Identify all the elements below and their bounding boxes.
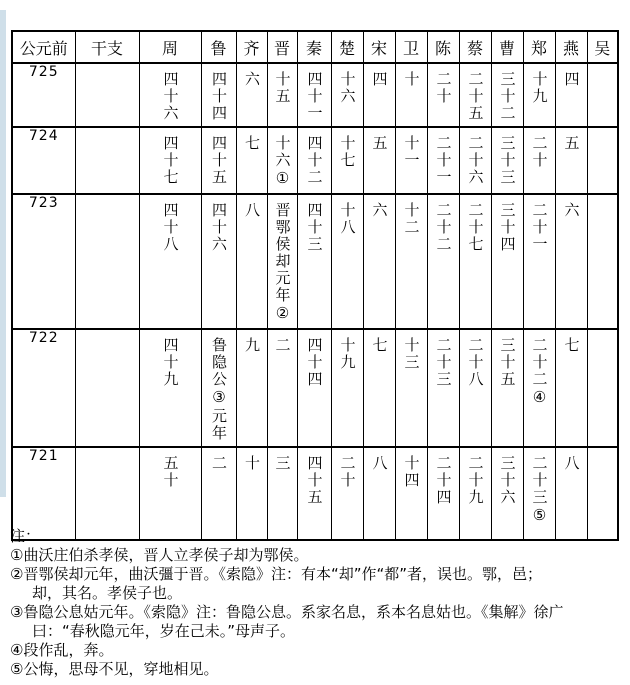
state-year-cell xyxy=(139,63,201,127)
vertical-text: 三十四 xyxy=(498,202,517,253)
state-year-cell xyxy=(267,194,297,329)
vertical-text: 二十九 xyxy=(466,455,485,506)
vertical-text: 十三 xyxy=(402,337,421,371)
vertical-text: 二 xyxy=(273,337,292,354)
table-row-722 xyxy=(12,329,618,447)
vertical-text: 晋鄂侯却元年② xyxy=(273,202,292,324)
state-year-cell xyxy=(331,329,363,447)
vertical-text: 五 xyxy=(370,135,389,152)
column-header-3: 鲁 xyxy=(201,31,236,63)
vertical-text: 二 xyxy=(210,455,228,472)
state-year-cell xyxy=(139,194,201,329)
vertical-text: 七 xyxy=(370,337,389,354)
vertical-text: 四十四 xyxy=(305,337,324,388)
state-year-cell xyxy=(523,329,555,447)
year-cell: 724 xyxy=(12,127,75,194)
notes-label: 注： xyxy=(10,527,41,545)
vertical-text: 二十 xyxy=(338,455,357,489)
column-header-10: 陈 xyxy=(427,31,459,63)
column-header-11: 蔡 xyxy=(459,31,491,63)
state-year-cell xyxy=(555,63,587,127)
vertical-text: 四十六 xyxy=(210,202,228,253)
state-year-cell xyxy=(555,127,587,194)
state-year-cell xyxy=(201,63,236,127)
vertical-text: 十五 xyxy=(273,71,292,105)
vertical-text: 二十二④ xyxy=(530,337,549,408)
vertical-text: 三十三 xyxy=(498,135,517,186)
notes-section xyxy=(10,527,622,679)
state-year-cell xyxy=(587,329,618,447)
vertical-text: 二十八 xyxy=(466,337,485,388)
column-header-7: 楚 xyxy=(331,31,363,63)
column-header-1: 干支 xyxy=(75,31,139,63)
vertical-text: 九 xyxy=(243,337,261,354)
column-header-5: 晋 xyxy=(267,31,297,63)
state-year-cell xyxy=(459,63,491,127)
vertical-text: 十八 xyxy=(338,202,357,236)
vertical-text: 十 xyxy=(402,71,421,88)
column-header-9: 卫 xyxy=(395,31,427,63)
vertical-text: 八 xyxy=(562,455,581,472)
vertical-text: 四十一 xyxy=(305,71,324,122)
state-year-cell xyxy=(331,127,363,194)
vertical-text: 四十九 xyxy=(161,337,180,388)
state-year-cell xyxy=(297,127,331,194)
column-header-0: 公元前 xyxy=(12,31,75,63)
table-row-723 xyxy=(12,194,618,329)
state-year-cell xyxy=(491,63,523,127)
state-year-cell xyxy=(363,329,395,447)
state-year-cell xyxy=(363,63,395,127)
year-cell: 723 xyxy=(12,194,75,329)
vertical-text: 八 xyxy=(243,202,261,219)
state-year-cell xyxy=(459,194,491,329)
vertical-text: 二十一 xyxy=(530,202,549,253)
note-line-3: ③鲁隐公息姑元年。《索隐》注：鲁隐公息。系家名息，系本名息姑也。《集解》徐广 xyxy=(10,603,564,621)
vertical-text: 五十 xyxy=(161,455,180,489)
state-year-cell xyxy=(523,127,555,194)
state-year-cell xyxy=(297,329,331,447)
state-year-cell xyxy=(491,329,523,447)
note-line-4: 曰：“春秋隐元年，岁在己未。”母声子。 xyxy=(32,622,296,640)
state-year-cell xyxy=(459,127,491,194)
vertical-text: 二十六 xyxy=(466,135,485,186)
vertical-text: 四十六 xyxy=(161,71,180,122)
state-year-cell xyxy=(201,194,236,329)
state-year-cell xyxy=(331,194,363,329)
vertical-text: 六 xyxy=(562,202,581,219)
state-year-cell xyxy=(236,63,267,127)
vertical-text: 八 xyxy=(370,455,389,472)
state-year-cell xyxy=(267,127,297,194)
state-year-cell xyxy=(427,194,459,329)
vertical-text: 五 xyxy=(562,135,581,152)
ganzhi-cell xyxy=(75,127,139,194)
state-year-cell xyxy=(297,194,331,329)
page-margin-strip xyxy=(0,10,6,497)
state-year-cell xyxy=(523,63,555,127)
vertical-text: 十六 xyxy=(338,71,357,105)
table-row-725 xyxy=(12,63,618,127)
vertical-text: 三十六 xyxy=(498,455,517,506)
vertical-text: 四十七 xyxy=(161,135,180,186)
table-body xyxy=(12,63,618,540)
vertical-text: 三十二 xyxy=(498,71,517,122)
vertical-text: 三十五 xyxy=(498,337,517,388)
ganzhi-cell xyxy=(75,194,139,329)
vertical-text: 二十二 xyxy=(434,202,453,253)
state-year-cell xyxy=(395,63,427,127)
vertical-text: 二十三 xyxy=(434,337,453,388)
state-year-cell xyxy=(587,63,618,127)
year-cell: 725 xyxy=(12,63,75,127)
state-year-cell xyxy=(267,329,297,447)
table-row-724 xyxy=(12,127,618,194)
vertical-text: 四 xyxy=(562,71,581,88)
ganzhi-cell xyxy=(75,329,139,447)
state-year-cell xyxy=(236,127,267,194)
state-year-cell xyxy=(427,329,459,447)
state-year-cell xyxy=(139,127,201,194)
vertical-text: 十九 xyxy=(530,71,549,105)
state-year-cell xyxy=(267,63,297,127)
vertical-text: 七 xyxy=(243,135,261,152)
vertical-text: 十六① xyxy=(273,135,292,189)
vertical-text: 四十五 xyxy=(305,455,324,506)
vertical-text: 二十一 xyxy=(434,135,453,186)
vertical-text: 四十五 xyxy=(210,135,228,186)
vertical-text: 四十二 xyxy=(305,135,324,186)
column-header-4: 齐 xyxy=(236,31,267,63)
column-header-6: 秦 xyxy=(297,31,331,63)
vertical-text: 十四 xyxy=(402,455,421,489)
vertical-text: 七 xyxy=(562,337,581,354)
state-year-cell xyxy=(236,329,267,447)
state-year-cell xyxy=(236,194,267,329)
vertical-text: 六 xyxy=(370,202,389,219)
state-year-cell xyxy=(395,194,427,329)
state-year-cell xyxy=(427,127,459,194)
vertical-text: 二十七 xyxy=(466,202,485,253)
state-year-cell xyxy=(491,127,523,194)
vertical-text: 二十 xyxy=(530,135,549,169)
vertical-text: 二十三⑤ xyxy=(530,455,549,526)
note-line-6: ⑤公悔，思母不见，穿地相见。 xyxy=(10,660,219,678)
state-year-cell xyxy=(587,194,618,329)
column-header-12: 曹 xyxy=(491,31,523,63)
state-year-cell xyxy=(331,63,363,127)
column-header-14: 燕 xyxy=(555,31,587,63)
note-line-0: ①曲沃庄伯杀孝侯，晋人立孝侯子却为鄂侯。 xyxy=(10,546,309,564)
note-line-2: 却，其名。孝侯子也。 xyxy=(32,584,183,602)
notes-lines xyxy=(10,546,622,679)
vertical-text: 十七 xyxy=(338,135,357,169)
vertical-text: 鲁隐公③元年 xyxy=(210,337,228,442)
state-year-cell xyxy=(459,329,491,447)
year-cell: 721 xyxy=(12,447,75,540)
column-header-13: 郑 xyxy=(523,31,555,63)
column-header-15: 吴 xyxy=(587,31,618,63)
state-year-cell xyxy=(297,63,331,127)
state-year-cell xyxy=(523,194,555,329)
state-year-cell xyxy=(395,127,427,194)
vertical-text: 十二 xyxy=(402,202,421,236)
note-line-1: ②晋鄂侯却元年，曲沃彊于晋。《索隐》注：有本“却”作“都”者，误也。鄂，邑； xyxy=(10,565,543,583)
ganzhi-cell xyxy=(75,63,139,127)
vertical-text: 二十四 xyxy=(434,455,453,506)
vertical-text: 四十四 xyxy=(210,71,228,122)
vertical-text: 十一 xyxy=(402,135,421,169)
vertical-text: 四十八 xyxy=(161,202,180,253)
state-year-cell xyxy=(427,63,459,127)
column-header-8: 宋 xyxy=(363,31,395,63)
state-year-cell xyxy=(395,329,427,447)
state-year-cell xyxy=(555,194,587,329)
column-header-2: 周 xyxy=(139,31,201,63)
state-year-cell xyxy=(363,194,395,329)
vertical-text: 十九 xyxy=(338,337,357,371)
vertical-text: 十 xyxy=(243,455,261,472)
year-cell: 722 xyxy=(12,329,75,447)
vertical-text: 六 xyxy=(243,71,261,88)
state-year-cell xyxy=(491,194,523,329)
state-year-cell xyxy=(201,329,236,447)
header-row xyxy=(12,31,618,63)
state-year-cell xyxy=(555,329,587,447)
vertical-text: 四十三 xyxy=(305,202,324,253)
vertical-text: 二十五 xyxy=(466,71,485,122)
state-year-cell xyxy=(139,329,201,447)
note-line-5: ④段作乱，奔。 xyxy=(10,641,114,659)
chronology-table xyxy=(11,30,619,541)
vertical-text: 四 xyxy=(370,71,389,88)
vertical-text: 二十 xyxy=(434,71,453,105)
state-year-cell xyxy=(363,127,395,194)
state-year-cell xyxy=(587,127,618,194)
state-year-cell xyxy=(201,127,236,194)
vertical-text: 三 xyxy=(273,455,292,472)
